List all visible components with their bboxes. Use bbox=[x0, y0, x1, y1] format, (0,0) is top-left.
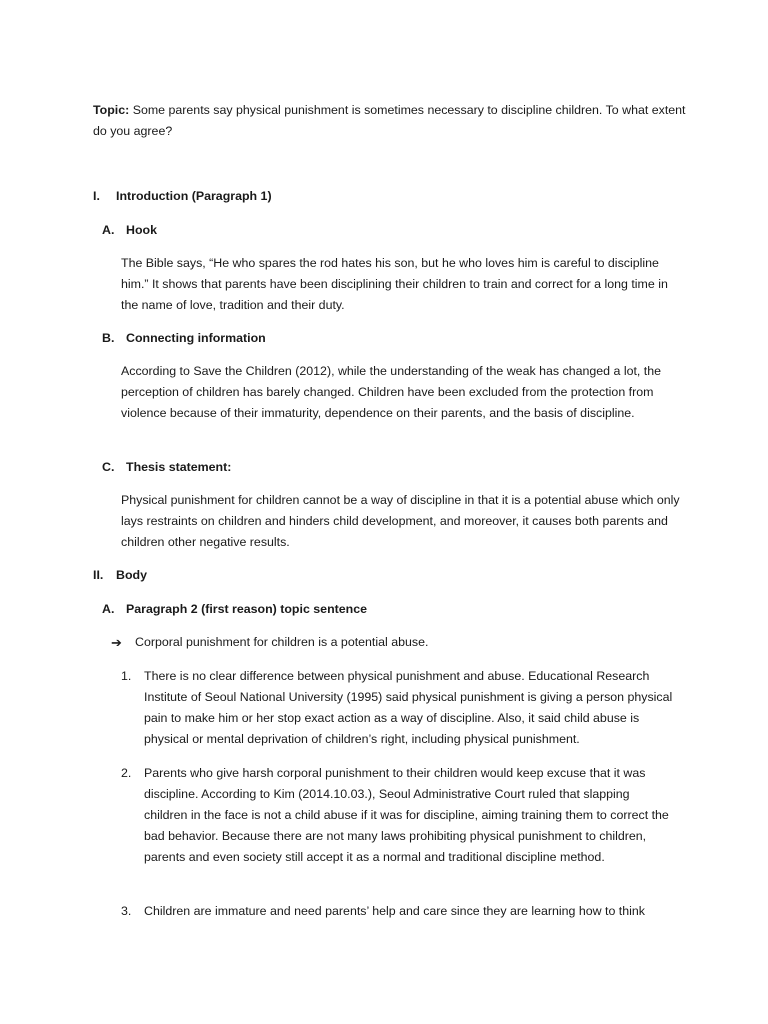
topic-label: Topic: bbox=[93, 103, 130, 117]
hook-letter: A. bbox=[102, 223, 115, 237]
connecting-letter: B. bbox=[102, 331, 115, 345]
section-i-numeral: I. bbox=[93, 189, 100, 203]
connecting-text: According to Save the Children (2012), while the understanding of the weak has changed a lot, the perception of children has barely changed. Children have been excluded from the protection from violence because of their immaturity, dependence on their parents, and the basis of discipline. bbox=[121, 364, 662, 420]
section-ii-numeral: II. bbox=[93, 568, 104, 582]
hook-text: The Bible says, “He who spares the rod hates his son, but he who loves him is careful to discipline him.” It shows that parents have been disciplining their children to train and correct for a long time in the name of love, tradition and their duty. bbox=[121, 256, 668, 312]
point-1-text: There is no clear difference between physical punishment and abuse. Educational Research Institute of Seoul National University (1995) said physical punishment is giving a person physical pain to make him or her stop exact action as a way of discipline. Also, it said child abuse is physical or mental deprivation of children’s right, including physical punishment. bbox=[144, 669, 673, 746]
connecting-title: Connecting information bbox=[126, 331, 266, 345]
point-2-text: Parents who give harsh corporal punishment to their children would keep excuse that it was discipline. According to Kim (2014.10.03.), Seoul Administrative Court ruled that slapping children in the face is not a child abuse if it was for discipline, aiming training them to correct the bad behavior. Because there are not many laws prohibiting physical punishment to children, parents and even society still accept it as a normal and traditional discipline method. bbox=[144, 766, 669, 864]
hook-title: Hook bbox=[126, 223, 157, 237]
point-3-number: 3. bbox=[121, 904, 132, 918]
arrow-right-icon: ➔ bbox=[111, 635, 122, 650]
point-2-number: 2. bbox=[121, 766, 132, 780]
thesis-text: Physical punishment for children cannot be a way of discipline in that it is a potential abuse which only lays restraints on children and hinders child development, and moreover, it causes both parents and children other negative results. bbox=[121, 493, 680, 549]
paragraph2-title: Paragraph 2 (first reason) topic sentence bbox=[126, 602, 368, 616]
section-ii-title: Body bbox=[116, 568, 147, 582]
section-i-title: Introduction (Paragraph 1) bbox=[116, 189, 272, 203]
topic-paragraph bbox=[93, 100, 693, 142]
point-3-text: Children are immature and need parents’ help and care since they are learning how to think bbox=[144, 904, 645, 918]
thesis-letter: C. bbox=[102, 460, 115, 474]
paragraph2-letter: A. bbox=[102, 602, 115, 616]
thesis-title: Thesis statement: bbox=[126, 460, 232, 474]
topic-text: Some parents say physical punishment is sometimes necessary to discipline children. To what extent do you agree? bbox=[93, 103, 686, 138]
point-1-number: 1. bbox=[121, 669, 132, 683]
paragraph2-claim: Corporal punishment for children is a potential abuse. bbox=[135, 635, 429, 649]
